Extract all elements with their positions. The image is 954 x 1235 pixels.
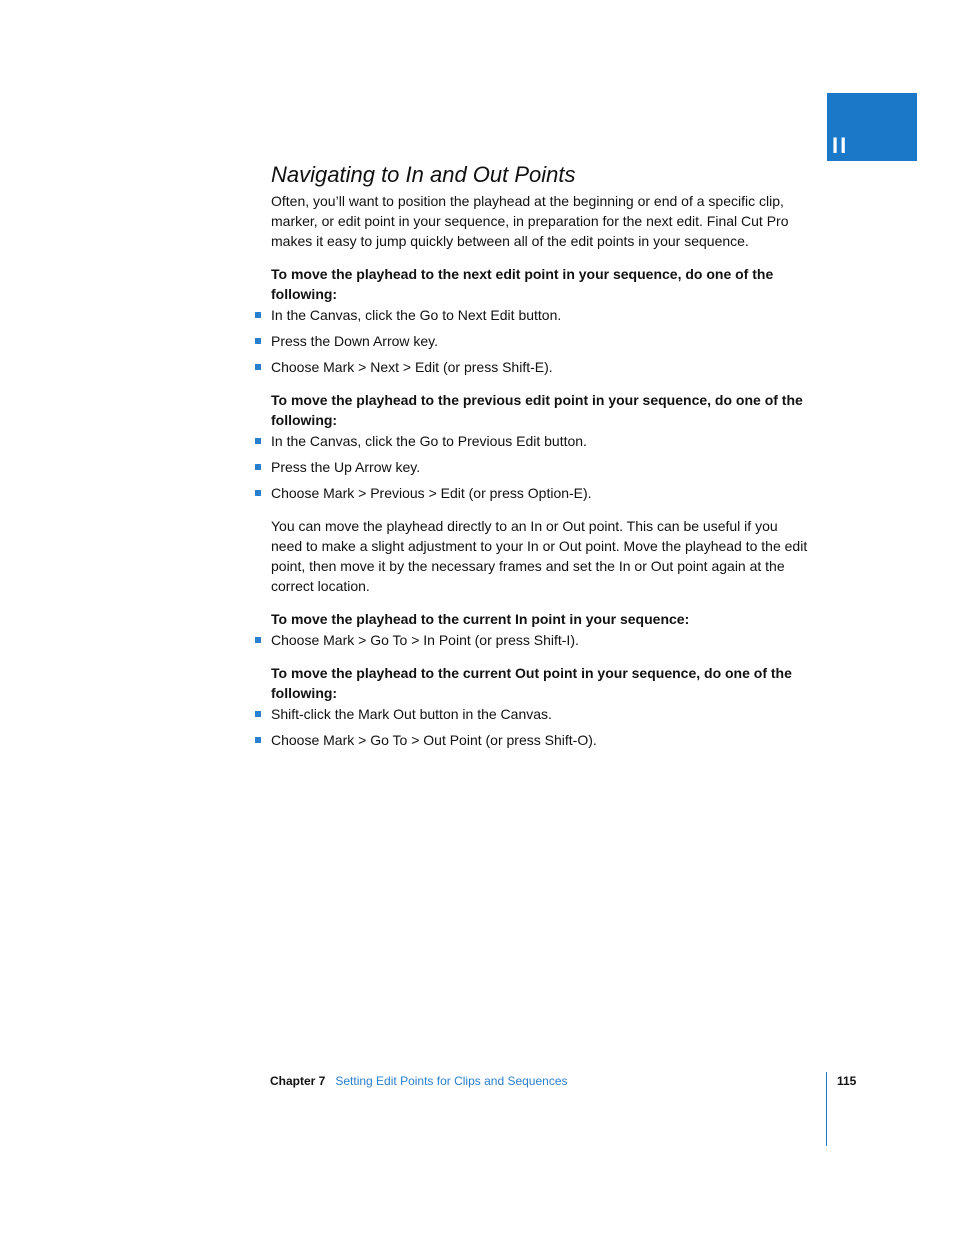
bullet-icon	[255, 312, 261, 318]
task-list-previous-edit	[271, 431, 811, 503]
bullet-icon	[255, 637, 261, 643]
task-title-next-edit: To move the playhead to the next edit point in your sequence, do one of the following:	[271, 266, 774, 302]
list-item: In the Canvas, click the Go to Next Edit button.	[271, 305, 811, 325]
bullet-icon	[255, 711, 261, 717]
bullet-icon	[255, 438, 261, 444]
bullet-icon	[255, 737, 261, 743]
page-number: 115	[837, 1074, 857, 1088]
list-item: Press the Up Arrow key.	[271, 457, 811, 477]
main-content	[271, 160, 811, 750]
bullet-icon	[255, 364, 261, 370]
task-list-in-point	[271, 630, 811, 650]
bullet-icon	[255, 464, 261, 470]
bullet-icon	[255, 338, 261, 344]
part-tab	[827, 93, 917, 161]
footer-divider	[826, 1072, 827, 1146]
task-title-previous-edit: To move the playhead to the previous edit point in your sequence, do one of the following:	[271, 392, 803, 428]
bullet-icon	[255, 490, 261, 496]
list-item: Choose Mark > Go To > In Point (or press Shift-I).	[271, 630, 811, 650]
part-tab-label: II	[832, 133, 849, 158]
list-item: In the Canvas, click the Go to Previous Edit button.	[271, 431, 811, 451]
intro-paragraph: Often, you’ll want to position the playhead at the beginning or end of a specific clip, marker, or edit point in your sequence, in preparation for the next edit. Final Cut Pro makes it easy to jump quickly between all of the edit points in your sequence.	[271, 193, 789, 249]
chapter-title: Setting Edit Points for Clips and Sequences	[335, 1074, 568, 1088]
list-item: Shift-click the Mark Out button in the Canvas.	[271, 704, 811, 724]
chapter-label: Chapter 7	[270, 1074, 326, 1088]
task-title-in-point: To move the playhead to the current In point in your sequence:	[271, 611, 690, 627]
task-list-next-edit	[271, 305, 811, 377]
page-footer	[270, 1072, 568, 1090]
body-paragraph: You can move the playhead directly to an In or Out point. This can be useful if you need to make a slight adjustment to your In or Out point. Move the playhead to the edit point, then move it by the necessary frames and set the In or Out point again at the correct location.	[271, 518, 808, 594]
list-item: Choose Mark > Next > Edit (or press Shift-E).	[271, 357, 811, 377]
task-title-out-point: To move the playhead to the current Out point in your sequence, do one of the following:	[271, 665, 792, 701]
section-heading: Navigating to In and Out Points	[271, 162, 576, 187]
list-item: Choose Mark > Go To > Out Point (or press Shift-O).	[271, 730, 811, 750]
task-list-out-point	[271, 704, 811, 750]
list-item: Press the Down Arrow key.	[271, 331, 811, 351]
list-item: Choose Mark > Previous > Edit (or press Option-E).	[271, 483, 811, 503]
